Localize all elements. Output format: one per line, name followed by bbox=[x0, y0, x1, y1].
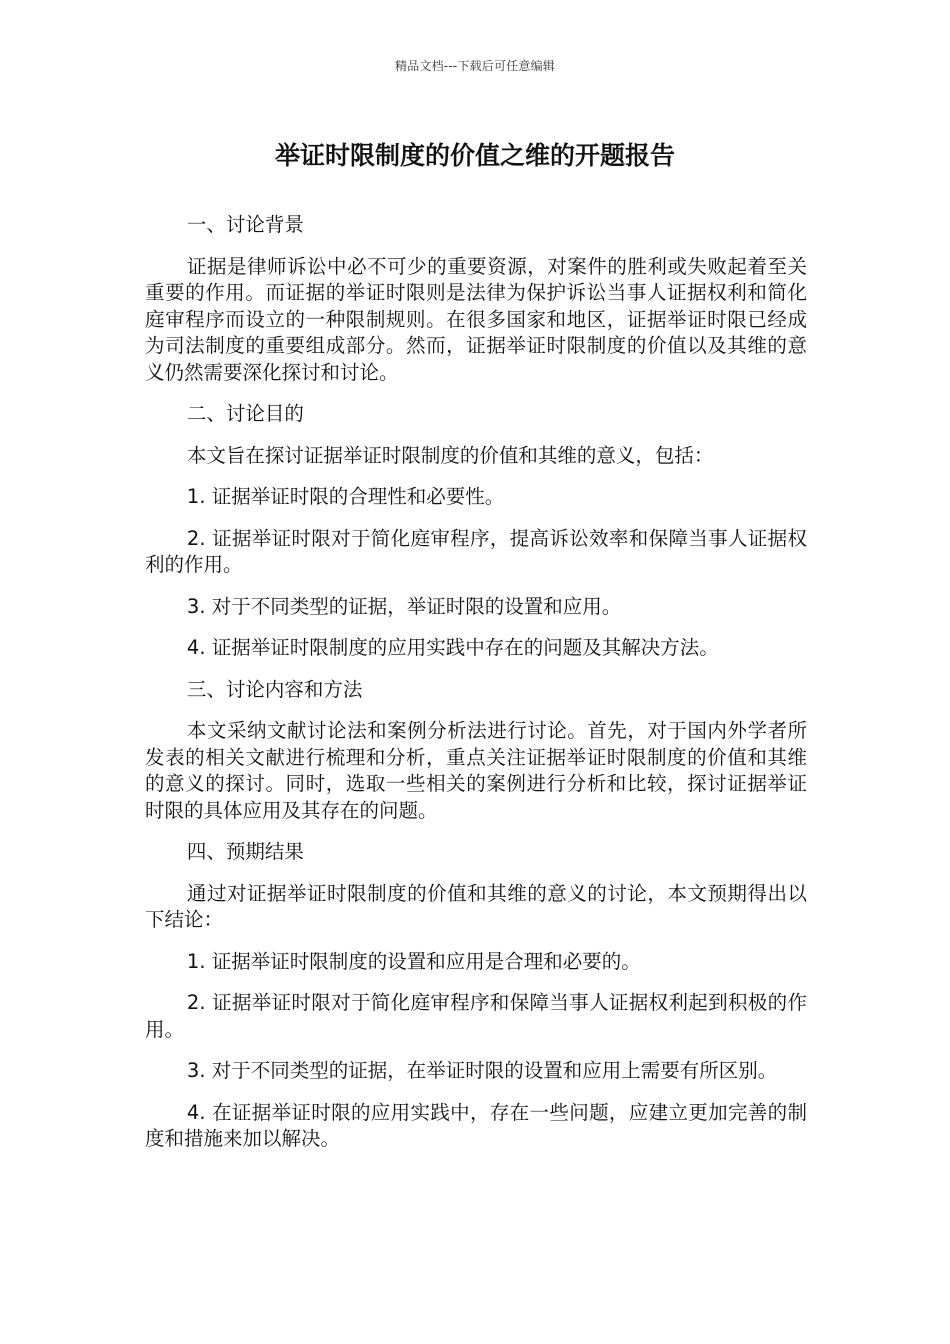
list-item-purpose-3: 3. 对于不同类型的证据，举证时限的设置和应用。 bbox=[186, 594, 622, 618]
section-heading-background: 一、讨论背景 bbox=[186, 213, 304, 236]
list-item-results-3: 3. 对于不同类型的证据，在举证时限的设置和应用上需要有所区别。 bbox=[186, 1059, 778, 1082]
paragraph-results-intro: 通过对证据举证时限制度的价值和其维的意义的讨论，本文预期得出以下结论： bbox=[145, 881, 807, 931]
list-item-results-2: 2. 证据举证时限对于简化庭审程序和保障当事人证据权利起到积极的作用。 bbox=[145, 991, 807, 1041]
header-note: 精品文档---下载后可任意编辑 bbox=[395, 59, 555, 73]
paragraph-purpose-intro: 本文旨在探讨证据举证时限制度的价值和其维的意义，包括： bbox=[186, 443, 714, 467]
section-heading-results: 四、预期结果 bbox=[186, 840, 304, 863]
paragraph-method: 本文采纳文献讨论法和案例分析法进行讨论。首先，对于国内外学者所发表的相关文献进行梳理和分析，重点关注证据举证时限制度的价值和其维的意义的探讨。同时，选取一些相关的案例进行分析和比较，探讨证据举证时限的具体应用及其存在的问题。 bbox=[145, 719, 807, 822]
list-item-purpose-1: 1. 证据举证时限的合理性和必要性。 bbox=[186, 485, 505, 508]
list-item-results-4: 4. 在证据举证时限的应用实践中，存在一些问题，应建立更加完善的制度和措施来加以解决。 bbox=[145, 1100, 807, 1150]
list-item-purpose-2: 2. 证据举证时限对于简化庭审程序，提高诉讼效率和保障当事人证据权利的作用。 bbox=[145, 526, 807, 576]
section-heading-purpose: 二、讨论目的 bbox=[186, 402, 304, 425]
section-heading-method: 三、讨论内容和方法 bbox=[186, 677, 363, 701]
list-item-purpose-4: 4. 证据举证时限制度的应用实践中存在的问题及其解决方法。 bbox=[186, 636, 719, 659]
document-body bbox=[145, 212, 807, 1168]
document-title: 举证时限制度的价值之维的开题报告 bbox=[274, 141, 675, 170]
paragraph-background: 证据是律师诉讼中必不可少的重要资源，对案件的胜利或失败起着至关重要的作用。而证据的举证时限则是法律为保护诉讼当事人证据权利和简化庭审程序而设立的一种限制规则。在很多国家和地区，证据举证时限已经成为司法制度的重要组成部分。然而，证据举证时限制度的价值以及其维的意义仍然需要深化探讨和讨论。 bbox=[145, 254, 807, 384]
list-item-results-1: 1. 证据举证时限制度的设置和应用是合理和必要的。 bbox=[186, 949, 641, 973]
